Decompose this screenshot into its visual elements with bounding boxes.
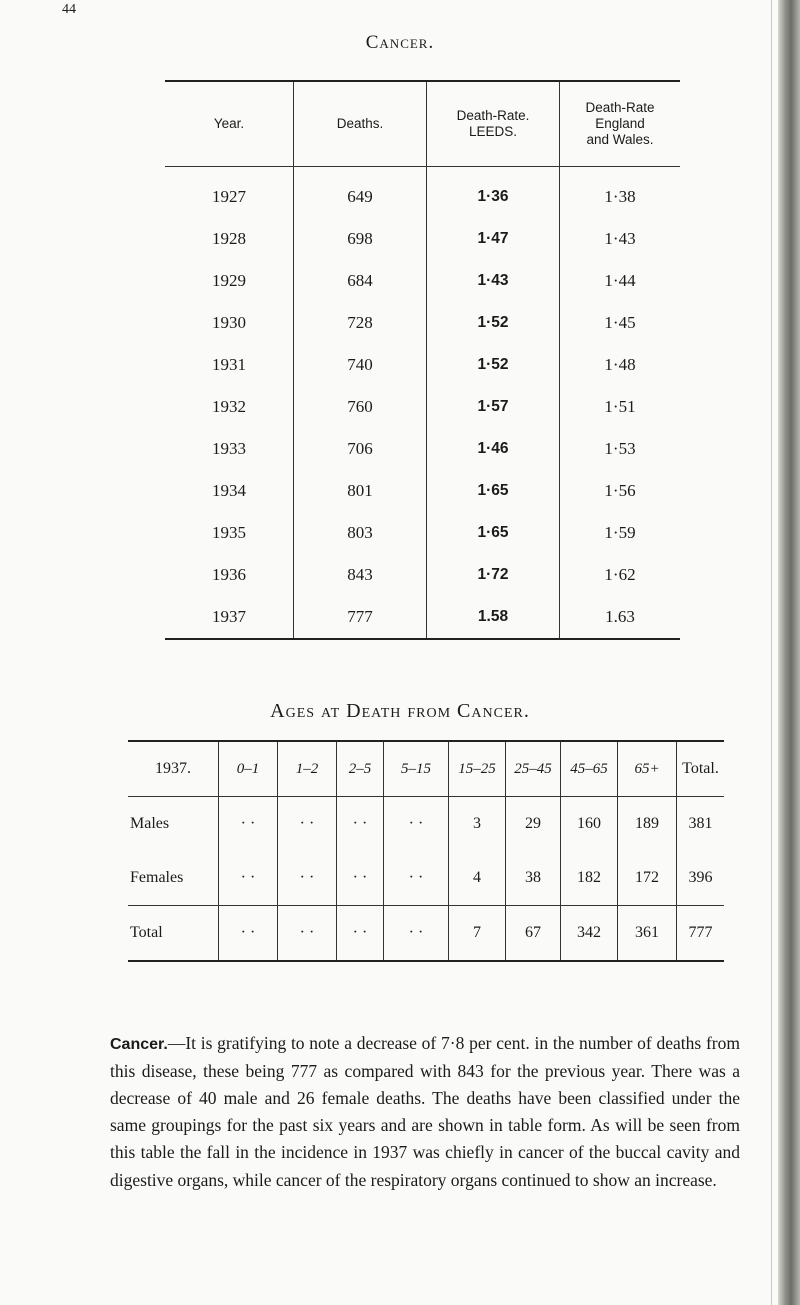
header-deaths: Deaths. [294, 81, 427, 167]
table-row [165, 554, 680, 596]
header-age-5-15: 5–15 [384, 741, 449, 797]
total-cell: 777 [677, 906, 725, 962]
header-age-2-5: 2–5 [337, 741, 384, 797]
deaths-cell: 706 [294, 428, 427, 470]
deaths-cell: 777 [294, 596, 427, 639]
year-cell: 1931 [212, 355, 246, 374]
header-age-45-65: 45–65 [561, 741, 618, 797]
table-cell: · · [278, 906, 337, 962]
table-cell: 67 [506, 906, 561, 962]
row-label: Females [130, 869, 184, 886]
deaths-cell: 803 [294, 512, 427, 554]
leeds-rate-cell: 1·46 [427, 428, 560, 470]
table-cell: 7 [449, 906, 506, 962]
table-row [165, 167, 680, 219]
paragraph-body: —It is gratifying to note a decrease of 7·8 per cent. in the number of deaths from this disease, these being 777 as compared with 843 for the previous year. There was a decrease of 40 male and 26 female deaths. The deaths have been classified under the same groupings for the past six years and are shown in table form. As will be seen from this table the fall in the incidence in 1937 was chiefly in cancer of the buccal cavity and digestive organs, while cancer of the respiratory organs continued to show an increase. [110, 1032, 740, 1190]
national-rate-cell: 1·59 [560, 512, 681, 554]
table-cell: 4 [449, 851, 506, 906]
table-row-females [128, 851, 724, 906]
deaths-cell: 728 [294, 302, 427, 344]
header-age-1-2: 1–2 [278, 741, 337, 797]
deaths-cell: 684 [294, 260, 427, 302]
table-header-row [165, 81, 680, 167]
table-row [165, 428, 680, 470]
row-label: Males [130, 815, 170, 832]
table-cell: 38 [506, 851, 561, 906]
leeds-rate-cell: 1·52 [427, 344, 560, 386]
table-cell: · · [337, 797, 384, 852]
table-row [165, 218, 680, 260]
leeds-rate-cell: 1·65 [427, 470, 560, 512]
table-row [165, 596, 680, 639]
row-label: Total [128, 906, 219, 962]
table-cell: · · [337, 906, 384, 962]
page-title: Cancer. [365, 32, 435, 53]
table-cell: 361 [618, 906, 677, 962]
total-cell: 381 [677, 797, 725, 852]
table-cell: 172 [618, 851, 677, 906]
deaths-cell: 740 [294, 344, 427, 386]
table-header-row [128, 741, 724, 797]
table-cell: 189 [618, 797, 677, 852]
table-cell: · · [219, 906, 278, 962]
leeds-rate-cell: 1·72 [427, 554, 560, 596]
cancer-paragraph [110, 1030, 740, 1194]
header-death-rate-england-wales: Death-Rate England and Wales. [560, 81, 681, 167]
year-cell: 1936 [212, 565, 246, 584]
deaths-cell: 698 [294, 218, 427, 260]
table-cell: 182 [561, 851, 618, 906]
national-rate-cell: 1.63 [560, 596, 681, 639]
national-rate-cell: 1·45 [560, 302, 681, 344]
leeds-rate-cell: 1.58 [427, 596, 560, 639]
year-cell: 1928 [212, 229, 246, 248]
header-age-0-1: 0–1 [219, 741, 278, 797]
table-cell: 29 [506, 797, 561, 852]
table-row [165, 302, 680, 344]
deaths-cell: 760 [294, 386, 427, 428]
year-cell: 1937 [212, 607, 246, 626]
total-cell: 396 [677, 851, 725, 906]
table-cell: · · [219, 797, 278, 852]
national-rate-cell: 1·62 [560, 554, 681, 596]
leeds-rate-cell: 1·57 [427, 386, 560, 428]
table-row-males [128, 797, 724, 852]
leeds-rate-cell: 1·52 [427, 302, 560, 344]
year-cell: 1930 [212, 313, 246, 332]
table-cell: 160 [561, 797, 618, 852]
table-row [165, 470, 680, 512]
year-cell: 1933 [212, 439, 246, 458]
table-cell: 342 [561, 906, 618, 962]
deaths-cell: 649 [294, 167, 427, 219]
national-rate-cell: 1·48 [560, 344, 681, 386]
header-age-65-plus: 65+ [618, 741, 677, 797]
table-cell: · · [278, 797, 337, 852]
national-rate-cell: 1·38 [560, 167, 681, 219]
header-year: 1937. [128, 741, 219, 797]
national-rate-cell: 1·43 [560, 218, 681, 260]
header-age-15-25: 15–25 [449, 741, 506, 797]
national-rate-cell: 1·53 [560, 428, 681, 470]
leeds-rate-cell: 1·43 [427, 260, 560, 302]
deaths-cell: 801 [294, 470, 427, 512]
table-cell: · · [219, 851, 278, 906]
table-cell: · · [384, 851, 449, 906]
year-cell: 1935 [212, 523, 246, 542]
table-row-total [128, 906, 724, 962]
table-cell: · · [278, 851, 337, 906]
national-rate-cell: 1·51 [560, 386, 681, 428]
table-cell: · · [384, 797, 449, 852]
header-year: Year. [165, 81, 294, 167]
year-cell: 1927 [212, 187, 246, 206]
header-total: Total. [677, 741, 725, 797]
year-cell: 1932 [212, 397, 246, 416]
death-rate-table [165, 80, 680, 640]
deaths-cell: 843 [294, 554, 427, 596]
header-death-rate-leeds: Death-Rate. LEEDS. [427, 81, 560, 167]
leeds-rate-cell: 1·36 [427, 167, 560, 219]
ages-at-death-table [128, 740, 724, 962]
page-number: 44 [62, 2, 76, 17]
table-row [165, 512, 680, 554]
paragraph-lead: Cancer. [110, 1035, 168, 1053]
national-rate-cell: 1·44 [560, 260, 681, 302]
year-cell: 1929 [212, 271, 246, 290]
header-age-25-45: 25–45 [506, 741, 561, 797]
table-row [165, 386, 680, 428]
table-row [165, 344, 680, 386]
scan-edge-line [771, 0, 772, 1305]
leeds-rate-cell: 1·47 [427, 218, 560, 260]
table-row [165, 260, 680, 302]
leeds-rate-cell: 1·65 [427, 512, 560, 554]
national-rate-cell: 1·56 [560, 470, 681, 512]
table-cell: · · [337, 851, 384, 906]
table-cell: · · [384, 906, 449, 962]
year-cell: 1934 [212, 481, 246, 500]
ages-section-title: Ages at Death from Cancer. [270, 700, 530, 722]
table-cell: 3 [449, 797, 506, 852]
scan-page-edge [778, 0, 800, 1305]
